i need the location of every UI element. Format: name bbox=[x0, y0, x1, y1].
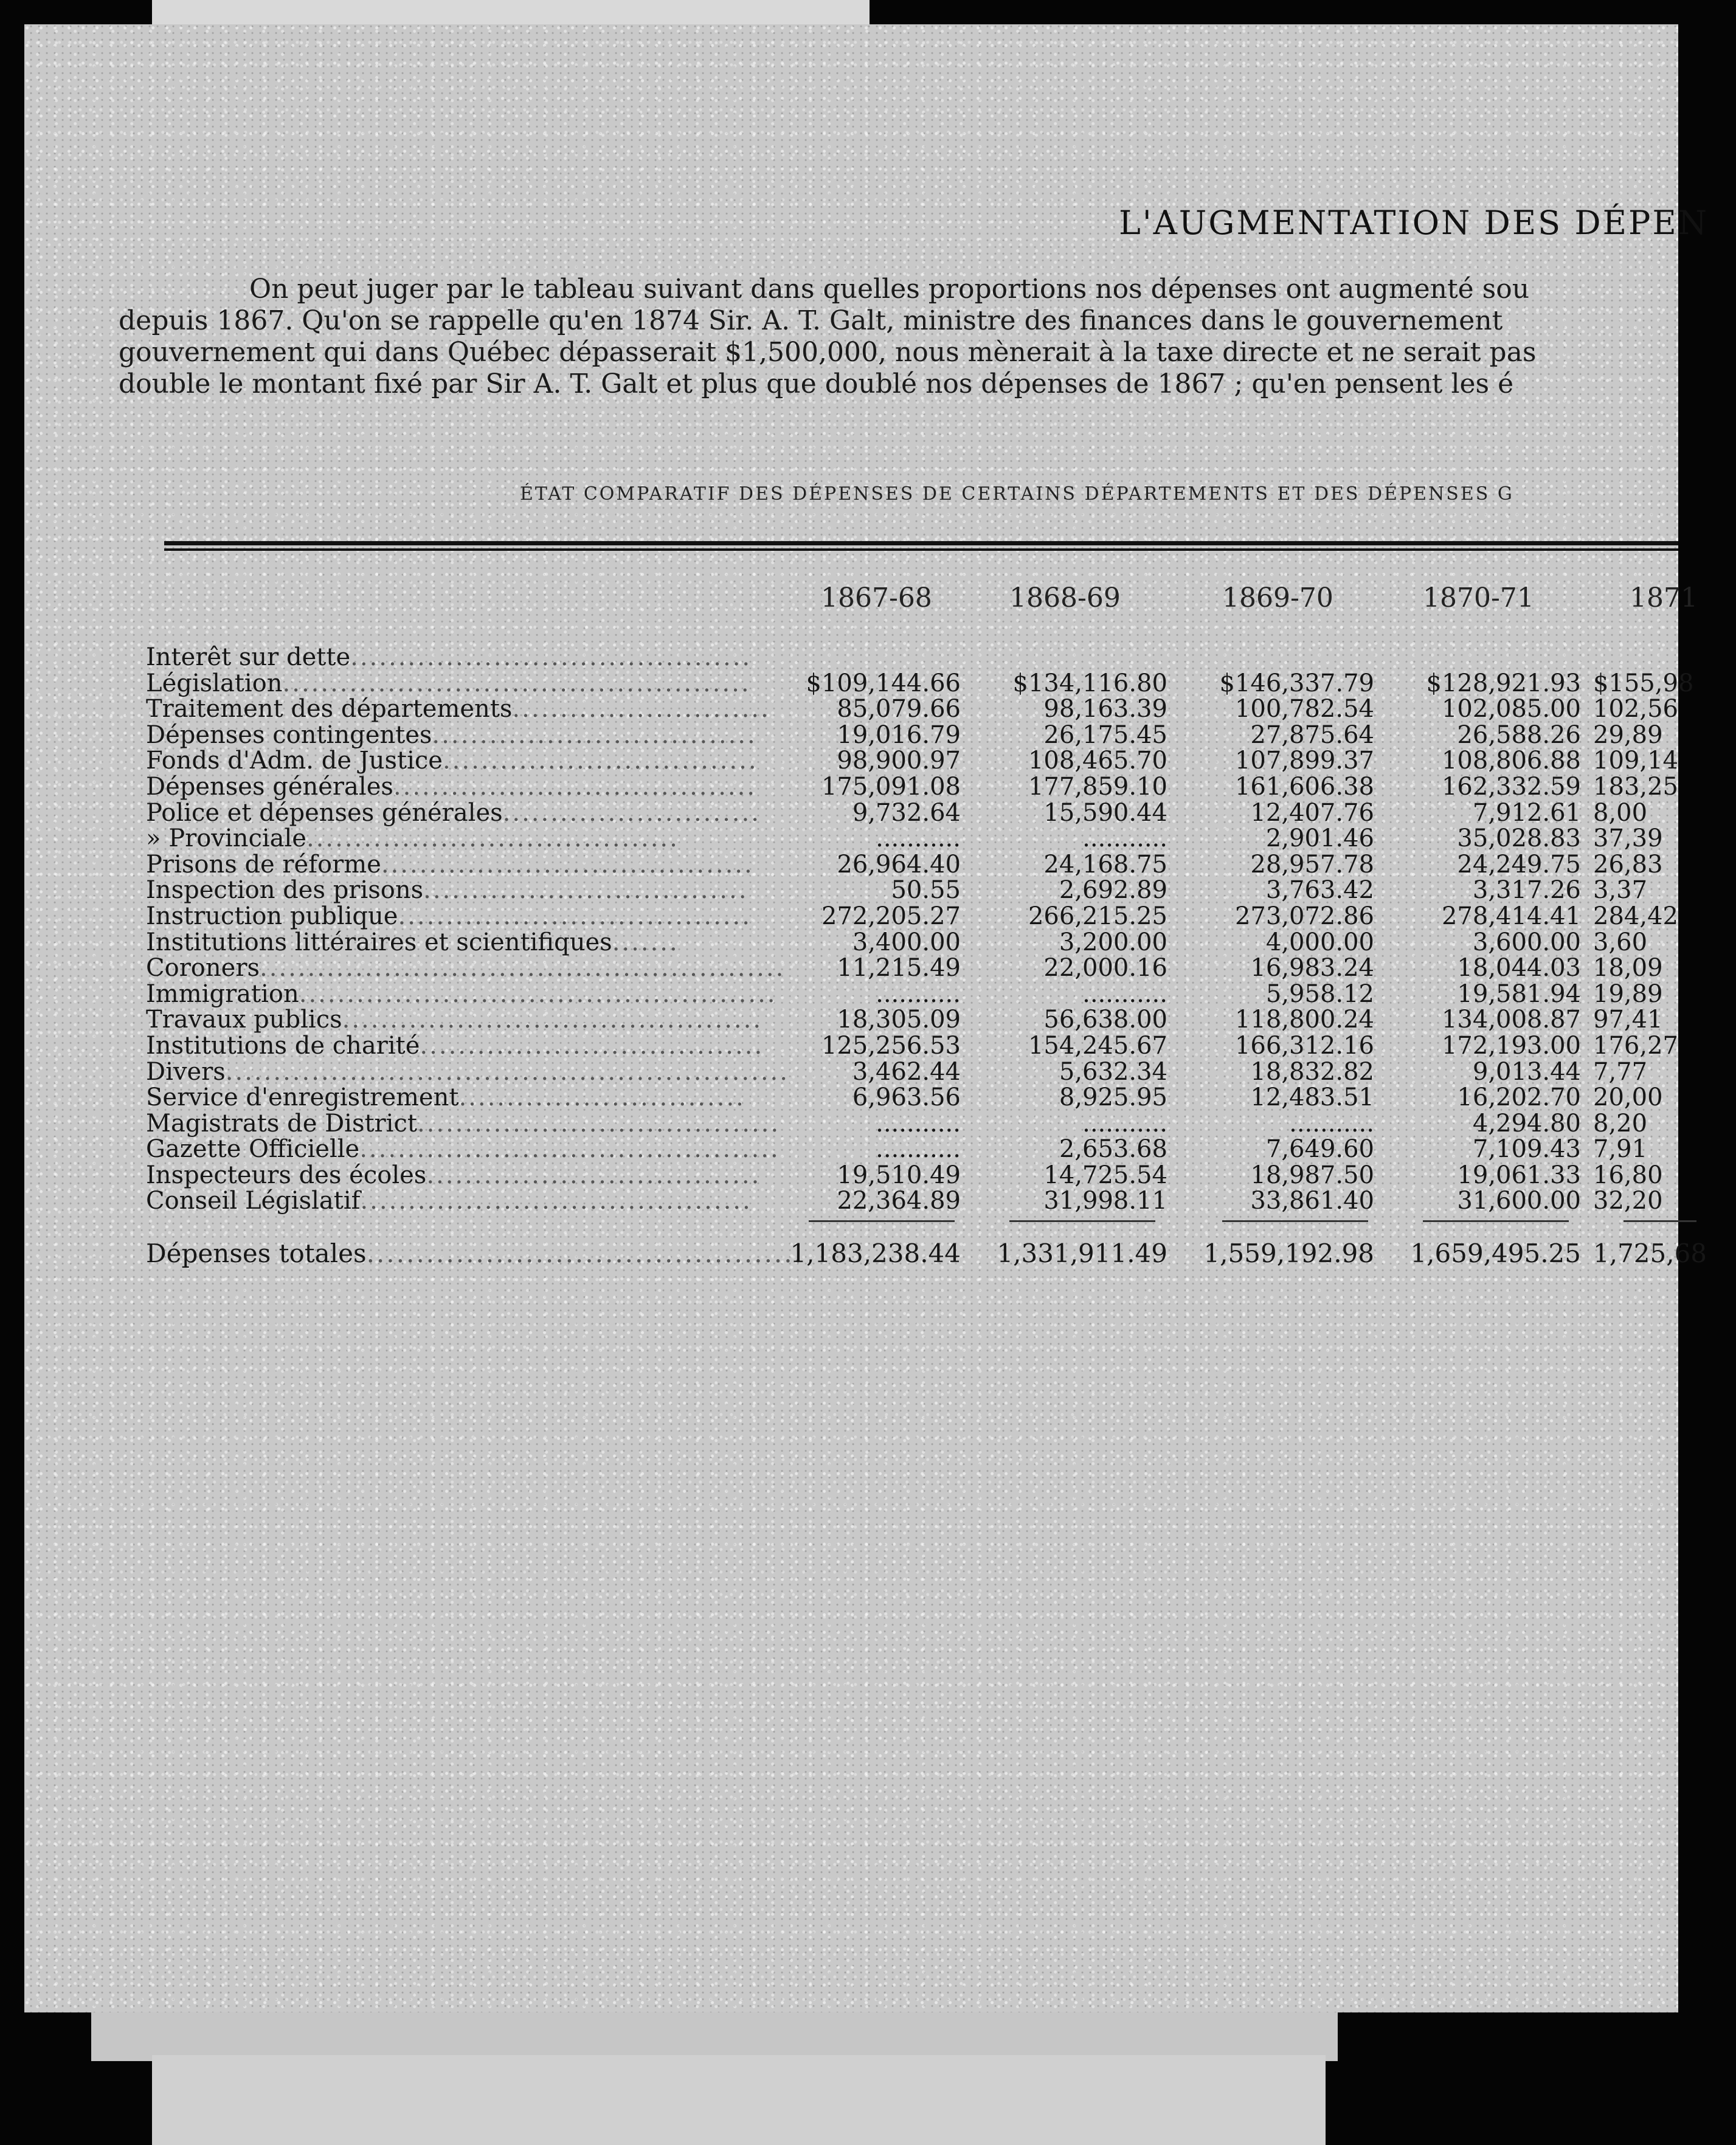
row-label bbox=[146, 1162, 790, 1189]
row-label-text: Gazette Officielle bbox=[146, 1135, 360, 1164]
total-cell: 1,183,238.44 bbox=[790, 1238, 961, 1269]
table-cell: 18,09 bbox=[1593, 954, 1663, 983]
table-row bbox=[146, 930, 1678, 956]
total-label-text: Dépenses totales bbox=[146, 1238, 367, 1269]
column-header: 1868-69 bbox=[1009, 582, 1121, 613]
sum-rule bbox=[1009, 1220, 1155, 1222]
row-label bbox=[146, 1136, 790, 1162]
table-cell: 9,732.64 bbox=[852, 798, 961, 827]
row-label bbox=[146, 852, 790, 878]
table-row bbox=[146, 1085, 1678, 1111]
row-label bbox=[146, 722, 790, 748]
row-label-text: Instruction publique bbox=[146, 902, 398, 930]
row-label bbox=[146, 1033, 790, 1059]
table-header-row bbox=[146, 572, 1698, 644]
row-label-text: Magistrats de District bbox=[146, 1109, 417, 1138]
leader-dots: ...................................... bbox=[393, 772, 757, 801]
table-top-rule bbox=[164, 541, 1678, 551]
leader-dots: ....... bbox=[612, 928, 679, 956]
table-cell: 14,725.54 bbox=[1043, 1161, 1167, 1189]
total-cell: 1,659,495.25 bbox=[1410, 1238, 1581, 1269]
total-cell: 1,331,911.49 bbox=[997, 1238, 1167, 1269]
table-cell: 19,016.79 bbox=[837, 720, 961, 749]
table-cell: ........... bbox=[1289, 1109, 1374, 1138]
table-cell: 37,39 bbox=[1593, 824, 1663, 853]
table-cell: 18,044.03 bbox=[1457, 954, 1581, 983]
column-header: 1870-71 bbox=[1423, 582, 1534, 613]
table-cell: 26,175.45 bbox=[1043, 720, 1167, 749]
row-label-text: Traitement des départements bbox=[146, 695, 513, 724]
column-header: 1867-68 bbox=[821, 582, 932, 613]
total-row bbox=[146, 1238, 1707, 1269]
table-cell: 102,56 bbox=[1593, 695, 1678, 724]
total-cell: 1,725,68 bbox=[1593, 1238, 1707, 1269]
table-cell: 11,215.49 bbox=[837, 954, 961, 983]
row-label-text: Service d'enregistrement bbox=[146, 1083, 459, 1112]
total-label bbox=[146, 1238, 804, 1269]
table-cell: 2,901.46 bbox=[1265, 824, 1374, 853]
table-cell: ........... bbox=[1082, 824, 1167, 853]
leader-dots: ................................................. bbox=[282, 669, 751, 697]
table-cell: 3,600.00 bbox=[1472, 928, 1581, 956]
table-row bbox=[146, 903, 1678, 930]
row-label-text: Inspecteurs des écoles bbox=[146, 1161, 427, 1189]
leader-dots: .............................. bbox=[458, 1083, 745, 1112]
table-row bbox=[146, 669, 1694, 697]
table-row bbox=[146, 696, 1678, 722]
table-cell: 32,20 bbox=[1593, 1187, 1663, 1215]
table-cell: 35,028.83 bbox=[1457, 824, 1581, 853]
total-cell: 1,559,192.98 bbox=[1203, 1238, 1374, 1269]
table-cell: 33,861.40 bbox=[1250, 1187, 1374, 1215]
intro-paragraph bbox=[119, 274, 1700, 400]
leader-dots: ....................................... bbox=[306, 824, 679, 853]
table-cell: 3,60 bbox=[1593, 928, 1648, 956]
table-cell: 176,27 bbox=[1593, 1031, 1678, 1060]
page-heading: L'AUGMENTATION DES DÉPEN bbox=[1119, 204, 1709, 242]
table-cell: 3,462.44 bbox=[852, 1057, 961, 1086]
table-cell: 266,215.25 bbox=[1028, 902, 1167, 930]
table-cell: 154,245.67 bbox=[1028, 1031, 1167, 1060]
table-cell: 22,364.89 bbox=[837, 1187, 961, 1215]
table-cell: 5,958.12 bbox=[1265, 979, 1374, 1008]
leader-dots: ......................................... bbox=[360, 1187, 752, 1215]
table-cell: 27,875.64 bbox=[1250, 720, 1374, 749]
next-page-edge-bottom bbox=[152, 2055, 1326, 2145]
row-label bbox=[146, 930, 790, 956]
row-label bbox=[146, 1059, 790, 1085]
row-label bbox=[146, 981, 790, 1007]
table-cell: 3,400.00 bbox=[852, 928, 961, 956]
sum-rule bbox=[1423, 1220, 1569, 1222]
row-label-text: Divers bbox=[146, 1057, 226, 1086]
table-row bbox=[146, 1111, 1678, 1137]
leader-dots: .................................. bbox=[423, 876, 749, 905]
table-cell: 161,606.38 bbox=[1234, 772, 1374, 801]
intro-line-2: depuis 1867. Qu'on se rappelle qu'en 1874 Sir. A. T. Galt, ministre des finances dans le gouvernement bbox=[119, 305, 1503, 336]
leader-dots: .................................... bbox=[420, 1031, 764, 1060]
table-row bbox=[146, 1007, 1678, 1033]
table-cell: 26,588.26 bbox=[1457, 720, 1581, 749]
table-cell: ........... bbox=[876, 1109, 961, 1138]
leader-dots: ........................................................... bbox=[225, 1057, 789, 1086]
row-label-text: Institutions de charité bbox=[146, 1031, 420, 1060]
leader-dots: ....................................... bbox=[381, 850, 754, 879]
table-cell: 29,89 bbox=[1593, 720, 1663, 749]
row-label bbox=[146, 1188, 790, 1214]
table-row bbox=[146, 722, 1678, 748]
row-label-text: Législation bbox=[146, 669, 283, 697]
row-label bbox=[146, 1007, 790, 1033]
sum-rule bbox=[1624, 1220, 1696, 1222]
table-cell: 26,83 bbox=[1593, 850, 1663, 879]
table-cell: 18,987.50 bbox=[1250, 1161, 1374, 1189]
column-header: 1871 bbox=[1630, 582, 1698, 613]
sum-rule bbox=[809, 1220, 955, 1222]
scanned-page bbox=[24, 24, 1709, 2012]
row-label-text: Fonds d'Adm. de Justice bbox=[146, 747, 443, 775]
table-cell: 8,925.95 bbox=[1059, 1083, 1167, 1112]
row-label-text: Institutions littéraires et scientifiques bbox=[146, 928, 612, 956]
table-cell: 97,41 bbox=[1593, 1006, 1663, 1034]
table-body bbox=[146, 643, 1694, 1215]
row-label-text: Prisons de réforme bbox=[146, 850, 381, 879]
row-label bbox=[146, 748, 790, 774]
table-cell: 85,079.66 bbox=[837, 695, 961, 724]
table-cell: $155,98 bbox=[1593, 669, 1694, 697]
leader-dots: .......................................... bbox=[350, 643, 752, 671]
leader-dots: .................................................. bbox=[299, 979, 777, 1008]
leader-dots: ...................................... bbox=[417, 1109, 781, 1138]
table-cell: ........... bbox=[1082, 1109, 1167, 1138]
table-cell: 4,000.00 bbox=[1265, 928, 1374, 956]
leader-dots: ............................................ bbox=[366, 1238, 804, 1269]
table-cell: 19,581.94 bbox=[1457, 979, 1581, 1008]
table-cell: 278,414.41 bbox=[1441, 902, 1581, 930]
row-label-text: Dépenses contingentes bbox=[146, 720, 432, 749]
row-label-text: Immigration bbox=[146, 979, 299, 1008]
table-cell: 166,312.16 bbox=[1234, 1031, 1374, 1060]
table-cell: 272,205.27 bbox=[821, 902, 961, 930]
row-label bbox=[146, 903, 790, 930]
table-cell: 22,000.16 bbox=[1043, 954, 1167, 983]
table-cell: ........... bbox=[876, 979, 961, 1008]
table-cell: 16,80 bbox=[1593, 1161, 1663, 1189]
table-cell: 28,957.78 bbox=[1250, 850, 1374, 879]
table-cell: 31,600.00 bbox=[1457, 1187, 1581, 1215]
row-label bbox=[146, 1085, 790, 1111]
table-cell: 107,899.37 bbox=[1234, 747, 1374, 775]
row-label-text: Travaux publics bbox=[146, 1006, 342, 1034]
table-cell: 134,008.87 bbox=[1441, 1006, 1581, 1034]
leader-dots: ................................... bbox=[426, 1161, 761, 1189]
table-cell: 284,42 bbox=[1593, 902, 1678, 930]
table-cell: 172,193.00 bbox=[1441, 1031, 1581, 1060]
table-cell: $128,921.93 bbox=[1426, 669, 1581, 697]
row-label-text: Interêt sur dette bbox=[146, 643, 351, 671]
table-cell: 102,085.00 bbox=[1441, 695, 1581, 724]
table-cell: 12,407.76 bbox=[1250, 798, 1374, 827]
table-cell: 8,20 bbox=[1593, 1109, 1648, 1138]
table-row bbox=[146, 1136, 1678, 1162]
table-cell: 109,14 bbox=[1593, 747, 1678, 775]
table-title: ÉTAT COMPARATIF DES DÉPENSES DE CERTAINS DÉPARTEMENTS ET DES DÉPENSES G bbox=[520, 483, 1514, 505]
leader-dots: ................................. bbox=[442, 747, 758, 775]
column-header: 1869-70 bbox=[1222, 582, 1333, 613]
table-cell: 98,900.97 bbox=[837, 747, 961, 775]
table-cell: $146,337.79 bbox=[1219, 669, 1374, 697]
leader-dots: ............................................ bbox=[359, 1135, 780, 1164]
table-cell: ........... bbox=[1082, 979, 1167, 1008]
intro-line-1: On peut juger par le tableau suivant dans quelles proportions nos dépenses ont augmenté sou bbox=[249, 274, 1530, 305]
table-cell: 5,632.34 bbox=[1059, 1057, 1167, 1086]
row-label bbox=[146, 671, 790, 697]
leader-dots: ........................... bbox=[512, 695, 770, 724]
row-label bbox=[146, 644, 790, 671]
table-cell: 7,109.43 bbox=[1472, 1135, 1581, 1164]
table-cell: 9,013.44 bbox=[1472, 1057, 1581, 1086]
table-row bbox=[146, 1188, 1678, 1214]
table-cell: 2,692.89 bbox=[1059, 876, 1167, 905]
row-label bbox=[146, 826, 790, 852]
table-cell: 162,332.59 bbox=[1441, 772, 1581, 801]
table-cell: 15,590.44 bbox=[1043, 798, 1167, 827]
leader-dots: ........................... bbox=[502, 798, 761, 827]
table-cell: 56,638.00 bbox=[1043, 1006, 1167, 1034]
leader-dots: ............................................ bbox=[342, 1006, 763, 1034]
table-cell: 24,168.75 bbox=[1043, 850, 1167, 879]
table-cell: 125,256.53 bbox=[821, 1031, 961, 1060]
row-label bbox=[146, 1111, 790, 1137]
table-cell: 2,653.68 bbox=[1059, 1135, 1167, 1164]
table-cell: 4,294.80 bbox=[1472, 1109, 1581, 1138]
table-cell: 18,832.82 bbox=[1250, 1057, 1374, 1086]
sum-rules bbox=[146, 1214, 1678, 1238]
row-label bbox=[146, 955, 790, 981]
table-row bbox=[146, 1059, 1678, 1085]
next-page-edge-top bbox=[152, 0, 870, 27]
table-cell: 12,483.51 bbox=[1250, 1083, 1374, 1112]
table-cell: 20,00 bbox=[1593, 1083, 1663, 1112]
table-cell: ........... bbox=[876, 824, 961, 853]
table-cell: 3,763.42 bbox=[1265, 876, 1374, 905]
table-cell: 273,072.86 bbox=[1234, 902, 1374, 930]
table-row bbox=[146, 826, 1678, 852]
table-row bbox=[146, 1162, 1678, 1189]
table-cell: 108,806.88 bbox=[1441, 747, 1581, 775]
table-cell: 7,91 bbox=[1593, 1135, 1648, 1164]
table-cell: 16,983.24 bbox=[1250, 954, 1374, 983]
table-cell: 3,37 bbox=[1593, 876, 1648, 905]
table-cell: $109,144.66 bbox=[806, 669, 961, 697]
row-label bbox=[146, 877, 790, 903]
leader-dots: ....................................................... bbox=[259, 954, 786, 983]
row-label bbox=[146, 800, 790, 826]
table-cell: 118,800.24 bbox=[1234, 1006, 1374, 1034]
table-cell: 16,202.70 bbox=[1457, 1083, 1581, 1112]
table-cell: 108,465.70 bbox=[1028, 747, 1167, 775]
table-cell: 19,89 bbox=[1593, 979, 1663, 1008]
row-label-text: » Provinciale bbox=[146, 824, 306, 853]
table-cell: 7,912.61 bbox=[1472, 798, 1581, 827]
sum-rule bbox=[1222, 1220, 1368, 1222]
leader-dots: ..................................... bbox=[398, 902, 752, 930]
intro-line-3: gouvernement qui dans Québec dépasserait $1,500,000, nous mènerait à la taxe directe et ne serait pas bbox=[119, 337, 1537, 368]
table-row bbox=[146, 981, 1678, 1007]
table-cell: ........... bbox=[876, 1135, 961, 1164]
table-row bbox=[146, 748, 1678, 774]
table-cell: 7,649.60 bbox=[1265, 1135, 1374, 1164]
row-label-text: Conseil Législatif bbox=[146, 1187, 361, 1215]
row-label-text: Coroners bbox=[146, 954, 260, 983]
table-row bbox=[146, 1033, 1678, 1059]
table-row bbox=[146, 852, 1678, 878]
expense-table bbox=[146, 572, 1707, 1269]
table-cell: 19,061.33 bbox=[1457, 1161, 1581, 1189]
table-cell: 183,25 bbox=[1593, 772, 1678, 801]
row-label-text: Dépenses générales bbox=[146, 772, 393, 801]
table-row bbox=[146, 774, 1678, 800]
table-row bbox=[146, 877, 1678, 903]
table-cell: 6,963.56 bbox=[852, 1083, 961, 1112]
table-cell: 3,200.00 bbox=[1059, 928, 1167, 956]
table-row bbox=[146, 644, 1678, 671]
table-cell: 8,00 bbox=[1593, 798, 1648, 827]
table-cell: 31,998.11 bbox=[1043, 1187, 1167, 1215]
row-label-text: Police et dépenses générales bbox=[146, 798, 503, 827]
intro-line-4: double le montant fixé par Sir A. T. Galt et plus que doublé nos dépenses de 1867 ; qu'en pensent les é bbox=[119, 368, 1514, 399]
table-cell: 175,091.08 bbox=[821, 772, 961, 801]
table-cell: 24,249.75 bbox=[1457, 850, 1581, 879]
table-cell: 7,77 bbox=[1593, 1057, 1648, 1086]
table-cell: 26,964.40 bbox=[837, 850, 961, 879]
row-label bbox=[146, 696, 790, 722]
table-cell: 3,317.26 bbox=[1472, 876, 1581, 905]
table-cell: $134,116.80 bbox=[1012, 669, 1167, 697]
table-cell: 177,859.10 bbox=[1028, 772, 1167, 801]
row-label-text: Inspection des prisons bbox=[146, 876, 424, 905]
table-cell: 98,163.39 bbox=[1043, 695, 1167, 724]
table-cell: 50.55 bbox=[891, 876, 961, 905]
row-label bbox=[146, 774, 790, 800]
table-cell: 100,782.54 bbox=[1234, 695, 1374, 724]
table-cell: 19,510.49 bbox=[837, 1161, 961, 1189]
table-row bbox=[146, 955, 1678, 981]
table-cell: 18,305.09 bbox=[837, 1006, 961, 1034]
leader-dots: .................................. bbox=[432, 720, 757, 749]
table-row bbox=[146, 800, 1678, 826]
